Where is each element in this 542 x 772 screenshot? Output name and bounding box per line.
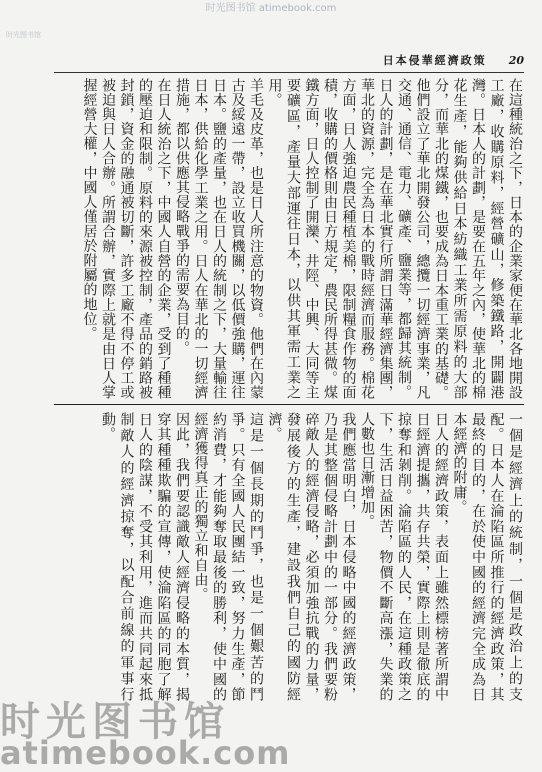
page-number: 20 xyxy=(508,54,524,67)
paragraph: 在日人統治之下，中國人自營的企業，受到了種種的壓迫和限制。原料的來源被控制，產品的銷路被封鎖，資金的融通被切斷，許多工廠不得不停工或被迫與日人合辦。所謂合辦，實際上就是由日人掌握經營大權，中國人僅居於附屬的地位。 xyxy=(81,78,172,400)
section-divider xyxy=(54,404,524,405)
book-page xyxy=(54,52,524,702)
header-rule xyxy=(54,72,524,73)
paragraph: 日人的計劃，是在華北實行所謂日滿華經濟集團，華北的資源，完全為日本的戰時經濟而服務。棉花方面，日人強迫農民種植美棉，限制糧食作物的面積，收購的價格則由日方規定，農民所得甚微。煤鐵方面，日人控制了開灤、井陘、中興、大同等主要礦區，產量大部運往日本，以供其軍需工業之用。 xyxy=(266,78,394,400)
paragraph: 這是一個長期的鬥爭，也是一個艱苦的鬥爭。只有全國人民團結一致，努力生產，節約消費，才能夠奪取最後的勝利，使中國的經濟獲得真正的獨立和自由。 xyxy=(192,412,264,702)
watermark-chinese: 时光图书馆 xyxy=(0,699,230,745)
paragraph: 日人的經濟政策，表面上雖然標榜著所謂中日經濟提攜，共存共榮，實際上則是徹底的掠奪和剝削。淪陷區的人民，在這種政策之下，生活日益困苦，物價不斷高漲，失業的人數也日漸增加。 xyxy=(359,412,449,702)
side-watermark: 时光图书馆 xyxy=(6,31,41,39)
watermark-english: atimebook.com xyxy=(0,734,291,772)
paragraph: 羊毛及皮革，也是日人所注意的物資。他們在內蒙古及綏遠一帶，設立收買機關，以低價強購，運往日本。鹽的產量，也在日人的統制之下，大量輸往日本，供給化學工業之用。日人在華北的一切經濟措施，都以供應其侵略戰爭的需要為目的。 xyxy=(174,78,264,400)
lower-text-block xyxy=(54,412,524,702)
paragraph: 在這種統治之下，日本的企業家便在華北各地開設工廠，收購原料，經營礦山，修築鐵路，開闢港灣。日本人的計劃，是要在五年之內，使華北的棉花生產，能夠供給日本紡織工業所需原料的大部分，而華北的煤鐵，也要成為日本重工業的基礎。他們設立了華北開發公司，總攬一切經濟事業，凡交通、通信、電力、礦產、鹽業等，都歸其統制。 xyxy=(396,78,523,400)
site-header: 时光图书馆 atimebook.com xyxy=(205,3,337,14)
paragraph: 我們應當明白，日本侵略中國的經濟政策，乃是其整個侵略計劃中的一部分。我們要粉碎敵人的經濟侵略，必須加強抗戰的力量，發展後方的生產，建設我們自己的國防經濟。 xyxy=(266,412,357,702)
running-title: 日本侵華經濟政策 xyxy=(382,54,487,67)
watermark xyxy=(0,690,542,772)
paragraph: 一個是經濟上的統制，一個是政治上的支配。日本人在淪陷區所推行的經濟政策，其最終的目的，在於使中國的經濟完全成為日本經濟的附庸。 xyxy=(451,412,523,702)
upper-text-block xyxy=(54,78,524,400)
paragraph: 因此，我們要認識敵人經濟侵略的本質，揭穿其種種欺騙的宣傳，使淪陷區的同胞了解日人的陰謀，不受其利用，進而共同起來抵制敵人的經濟掠奪，以配合前線的軍事行動。 xyxy=(100,412,190,702)
running-head xyxy=(54,52,524,70)
